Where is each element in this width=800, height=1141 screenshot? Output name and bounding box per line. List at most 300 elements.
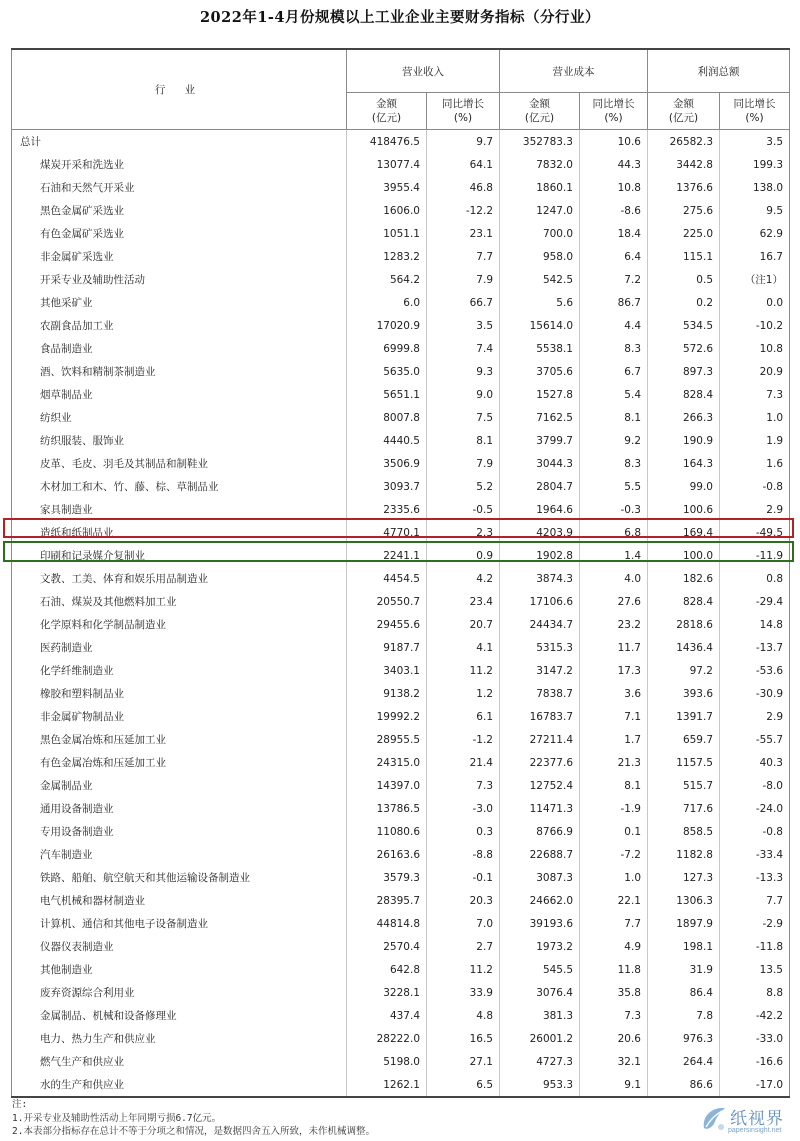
revenue-amount-cell: 6.0	[347, 291, 427, 314]
revenue-growth-cell: 7.7	[427, 245, 500, 268]
revenue-amount-cell: 3579.3	[347, 866, 427, 889]
revenue-amount-cell: 11080.6	[347, 820, 427, 843]
revenue-growth-cell: 4.1	[427, 636, 500, 659]
table-row	[12, 636, 790, 659]
revenue-growth-cell: 4.2	[427, 567, 500, 590]
revenue-amount-cell: 418476.5	[347, 130, 427, 154]
profit-growth-cell: 9.5	[720, 199, 790, 222]
profit-growth-cell: -0.8	[720, 475, 790, 498]
cost-amount-cell: 7838.7	[500, 682, 580, 705]
cost-amount-cell: 3076.4	[500, 981, 580, 1004]
cost-growth-cell: 6.4	[580, 245, 648, 268]
revenue-growth-cell: 9.3	[427, 360, 500, 383]
table-row	[12, 935, 790, 958]
growth-subheader: 同比增长 (%)	[427, 93, 500, 130]
cost-amount-cell: 24662.0	[500, 889, 580, 912]
industry-cell: 铁路、船舶、航空航天和其他运输设备制造业	[12, 866, 347, 889]
notes-heading: 注:	[12, 1099, 28, 1110]
profit-growth-cell: 14.8	[720, 613, 790, 636]
cost-growth-cell: 11.8	[580, 958, 648, 981]
revenue-amount-cell: 24315.0	[347, 751, 427, 774]
profit-amount-cell: 198.1	[648, 935, 720, 958]
profit-amount-cell: 897.3	[648, 360, 720, 383]
profit-amount-cell: 100.6	[648, 498, 720, 521]
cost-amount-cell: 11471.3	[500, 797, 580, 820]
logo-url: papersinsight.net	[728, 1127, 782, 1134]
cost-growth-cell: 4.0	[580, 567, 648, 590]
table-row	[12, 567, 790, 590]
cost-amount-cell: 5538.1	[500, 337, 580, 360]
profit-amount-cell: 264.4	[648, 1050, 720, 1073]
profit-amount-cell: 393.6	[648, 682, 720, 705]
cost-growth-cell: 44.3	[580, 153, 648, 176]
profit-amount-cell: 182.6	[648, 567, 720, 590]
profit-growth-cell: -11.8	[720, 935, 790, 958]
revenue-growth-cell: 0.3	[427, 820, 500, 843]
revenue-growth-cell: -8.8	[427, 843, 500, 866]
profit-growth-cell: 2.9	[720, 705, 790, 728]
cost-growth-cell: 8.3	[580, 337, 648, 360]
revenue-growth-cell: 7.9	[427, 268, 500, 291]
revenue-growth-cell: 23.1	[427, 222, 500, 245]
profit-growth-cell: 7.7	[720, 889, 790, 912]
note-line: 2.本表部分指标存在总计不等于分项之和情况，是数据四舍五入所致，未作机械调整。	[12, 1126, 375, 1137]
industry-cell: 水的生产和供应业	[12, 1073, 347, 1097]
profit-amount-cell: 1436.4	[648, 636, 720, 659]
table-row	[12, 337, 790, 360]
revenue-amount-cell: 28955.5	[347, 728, 427, 751]
cost-growth-cell: 18.4	[580, 222, 648, 245]
industry-cell: 化学纤维制造业	[12, 659, 347, 682]
revenue-growth-cell: 11.2	[427, 659, 500, 682]
revenue-growth-cell: 23.4	[427, 590, 500, 613]
cost-amount-cell: 7162.5	[500, 406, 580, 429]
table-row	[12, 1004, 790, 1027]
profit-amount-cell: 190.9	[648, 429, 720, 452]
industry-cell: 木材加工和木、竹、藤、棕、草制品业	[12, 475, 347, 498]
cost-amount-cell: 352783.3	[500, 130, 580, 154]
profit-amount-cell: 1391.7	[648, 705, 720, 728]
profit-amount-cell: 572.6	[648, 337, 720, 360]
revenue-growth-cell: 3.5	[427, 314, 500, 337]
profit-growth-cell: 2.9	[720, 498, 790, 521]
revenue-amount-cell: 44814.8	[347, 912, 427, 935]
profit-amount-cell: 659.7	[648, 728, 720, 751]
profit-amount-cell: 976.3	[648, 1027, 720, 1050]
cost-amount-cell: 8766.9	[500, 820, 580, 843]
table-row	[12, 383, 790, 406]
cost-growth-cell: 35.8	[580, 981, 648, 1004]
revenue-growth-cell: 2.3	[427, 521, 500, 544]
table-row	[12, 314, 790, 337]
revenue-growth-cell: 66.7	[427, 291, 500, 314]
revenue-growth-cell: 7.5	[427, 406, 500, 429]
table-row	[12, 199, 790, 222]
profit-growth-cell: 3.5	[720, 130, 790, 154]
cost-growth-cell: 7.1	[580, 705, 648, 728]
industry-cell: 仪器仪表制造业	[12, 935, 347, 958]
profit-growth-cell: 1.6	[720, 452, 790, 475]
cost-growth-cell: 4.9	[580, 935, 648, 958]
industry-cell: 石油、煤炭及其他燃料加工业	[12, 590, 347, 613]
cost-growth-cell: 1.4	[580, 544, 648, 567]
revenue-amount-cell: 6999.8	[347, 337, 427, 360]
cost-amount-cell: 12752.4	[500, 774, 580, 797]
revenue-amount-cell: 13077.4	[347, 153, 427, 176]
profit-amount-cell: 164.3	[648, 452, 720, 475]
profit-growth-cell: （注1）	[720, 268, 790, 291]
cost-amount-cell: 3087.3	[500, 866, 580, 889]
table-row	[12, 429, 790, 452]
table-row	[12, 774, 790, 797]
industry-cell: 印刷和记录媒介复制业	[12, 544, 347, 567]
revenue-amount-cell: 4454.5	[347, 567, 427, 590]
table-row	[12, 222, 790, 245]
profit-amount-cell: 0.5	[648, 268, 720, 291]
industry-cell: 通用设备制造业	[12, 797, 347, 820]
industry-cell: 电气机械和器材制造业	[12, 889, 347, 912]
profit-amount-cell: 717.6	[648, 797, 720, 820]
table-row	[12, 245, 790, 268]
cost-growth-cell: -0.3	[580, 498, 648, 521]
profit-growth-cell: -29.4	[720, 590, 790, 613]
cost-growth-cell: 0.1	[580, 820, 648, 843]
revenue-growth-cell: 6.1	[427, 705, 500, 728]
cost-growth-cell: 32.1	[580, 1050, 648, 1073]
industry-cell: 计算机、通信和其他电子设备制造业	[12, 912, 347, 935]
profit-growth-cell: 0.8	[720, 567, 790, 590]
financial-table	[11, 48, 790, 1098]
revenue-amount-cell: 8007.8	[347, 406, 427, 429]
profit-amount-cell: 225.0	[648, 222, 720, 245]
profit-amount-cell: 0.2	[648, 291, 720, 314]
watermark-logo	[700, 1102, 796, 1138]
cost-growth-cell: 6.8	[580, 521, 648, 544]
revenue-amount-cell: 2241.1	[347, 544, 427, 567]
industry-cell: 有色金属冶炼和压延加工业	[12, 751, 347, 774]
cost-growth-cell: 17.3	[580, 659, 648, 682]
industry-cell: 纺织业	[12, 406, 347, 429]
table-row	[12, 912, 790, 935]
profit-growth-cell: -10.2	[720, 314, 790, 337]
revenue-growth-cell: -0.1	[427, 866, 500, 889]
profit-amount-cell: 86.6	[648, 1073, 720, 1097]
profit-growth-cell: 138.0	[720, 176, 790, 199]
profit-growth-cell: 40.3	[720, 751, 790, 774]
revenue-amount-cell: 642.8	[347, 958, 427, 981]
revenue-growth-cell: 5.2	[427, 475, 500, 498]
industry-cell: 燃气生产和供应业	[12, 1050, 347, 1073]
revenue-growth-cell: 20.3	[427, 889, 500, 912]
profit-amount-cell: 86.4	[648, 981, 720, 1004]
industry-cell: 烟草制品业	[12, 383, 347, 406]
revenue-amount-cell: 9138.2	[347, 682, 427, 705]
table-row	[12, 981, 790, 1004]
revenue-growth-cell: -1.2	[427, 728, 500, 751]
revenue-amount-cell: 13786.5	[347, 797, 427, 820]
industry-cell: 医药制造业	[12, 636, 347, 659]
profit-growth-cell: -17.0	[720, 1073, 790, 1097]
revenue-growth-cell: 46.8	[427, 176, 500, 199]
cost-growth-cell: 8.1	[580, 774, 648, 797]
revenue-header: 营业收入	[347, 49, 500, 93]
cost-amount-cell: 1527.8	[500, 383, 580, 406]
industry-cell: 橡胶和塑料制品业	[12, 682, 347, 705]
cost-amount-cell: 3799.7	[500, 429, 580, 452]
table-row	[12, 1027, 790, 1050]
profit-amount-cell: 7.8	[648, 1004, 720, 1027]
amount-subheader: 金额 (亿元)	[648, 93, 720, 130]
industry-cell: 非金属矿物制品业	[12, 705, 347, 728]
table-row	[12, 1073, 790, 1097]
profit-growth-cell: 199.3	[720, 153, 790, 176]
profit-amount-cell: 275.6	[648, 199, 720, 222]
industry-cell: 农副食品加工业	[12, 314, 347, 337]
highlight-box-red	[3, 518, 794, 538]
profit-growth-cell: 62.9	[720, 222, 790, 245]
cost-amount-cell: 26001.2	[500, 1027, 580, 1050]
industry-cell: 造纸和纸制品业	[12, 521, 347, 544]
revenue-amount-cell: 1051.1	[347, 222, 427, 245]
revenue-amount-cell: 9187.7	[347, 636, 427, 659]
industry-cell: 有色金属矿采选业	[12, 222, 347, 245]
industry-cell: 石油和天然气开采业	[12, 176, 347, 199]
industry-cell: 家具制造业	[12, 498, 347, 521]
revenue-growth-cell: 21.4	[427, 751, 500, 774]
cost-growth-cell: 23.2	[580, 613, 648, 636]
profit-amount-cell: 115.1	[648, 245, 720, 268]
cost-header: 营业成本	[500, 49, 648, 93]
cost-growth-cell: 20.6	[580, 1027, 648, 1050]
industry-cell: 煤炭开采和洗选业	[12, 153, 347, 176]
industry-cell: 废弃资源综合利用业	[12, 981, 347, 1004]
profit-amount-cell: 858.5	[648, 820, 720, 843]
cost-growth-cell: -7.2	[580, 843, 648, 866]
revenue-growth-cell: 11.2	[427, 958, 500, 981]
profit-growth-cell: 0.0	[720, 291, 790, 314]
profit-amount-cell: 828.4	[648, 590, 720, 613]
profit-amount-cell: 26582.3	[648, 130, 720, 154]
cost-amount-cell: 3147.2	[500, 659, 580, 682]
cost-growth-cell: 22.1	[580, 889, 648, 912]
cost-amount-cell: 4727.3	[500, 1050, 580, 1073]
industry-cell: 电力、热力生产和供应业	[12, 1027, 347, 1050]
profit-amount-cell: 1897.9	[648, 912, 720, 935]
profit-amount-cell: 31.9	[648, 958, 720, 981]
cost-growth-cell: 8.1	[580, 406, 648, 429]
highlight-box-green	[3, 541, 794, 562]
cost-amount-cell: 1902.8	[500, 544, 580, 567]
footnotes	[12, 1098, 652, 1139]
revenue-amount-cell: 3506.9	[347, 452, 427, 475]
revenue-amount-cell: 5635.0	[347, 360, 427, 383]
industry-cell: 食品制造业	[12, 337, 347, 360]
cost-amount-cell: 27211.4	[500, 728, 580, 751]
profit-amount-cell: 515.7	[648, 774, 720, 797]
cost-amount-cell: 17106.6	[500, 590, 580, 613]
table-row	[12, 659, 790, 682]
industry-cell: 黑色金属矿采选业	[12, 199, 347, 222]
profit-amount-cell: 1376.6	[648, 176, 720, 199]
profit-amount-cell: 1306.3	[648, 889, 720, 912]
cost-amount-cell: 22688.7	[500, 843, 580, 866]
table-row	[12, 406, 790, 429]
cost-growth-cell: 6.7	[580, 360, 648, 383]
profit-growth-cell: -8.0	[720, 774, 790, 797]
revenue-amount-cell: 5651.1	[347, 383, 427, 406]
cost-amount-cell: 1860.1	[500, 176, 580, 199]
table-row	[12, 452, 790, 475]
cost-growth-cell: 21.3	[580, 751, 648, 774]
revenue-growth-cell: 20.7	[427, 613, 500, 636]
cost-growth-cell: 5.4	[580, 383, 648, 406]
revenue-growth-cell: 0.9	[427, 544, 500, 567]
revenue-growth-cell: -12.2	[427, 199, 500, 222]
profit-amount-cell: 1157.5	[648, 751, 720, 774]
revenue-growth-cell: 16.5	[427, 1027, 500, 1050]
growth-subheader: 同比增长 (%)	[580, 93, 648, 130]
cost-amount-cell: 953.3	[500, 1073, 580, 1097]
profit-amount-cell: 169.4	[648, 521, 720, 544]
profit-amount-cell: 534.5	[648, 314, 720, 337]
table-row	[12, 866, 790, 889]
cost-growth-cell: 3.6	[580, 682, 648, 705]
cost-growth-cell: 10.6	[580, 130, 648, 154]
cost-amount-cell: 7832.0	[500, 153, 580, 176]
profit-growth-cell: -49.5	[720, 521, 790, 544]
cost-growth-cell: 4.4	[580, 314, 648, 337]
revenue-amount-cell: 5198.0	[347, 1050, 427, 1073]
revenue-growth-cell: 27.1	[427, 1050, 500, 1073]
cost-growth-cell: 1.0	[580, 866, 648, 889]
revenue-growth-cell: 6.5	[427, 1073, 500, 1097]
profit-growth-cell: -13.7	[720, 636, 790, 659]
profit-amount-cell: 3442.8	[648, 153, 720, 176]
industry-cell: 酒、饮料和精制茶制造业	[12, 360, 347, 383]
cost-amount-cell: 3705.6	[500, 360, 580, 383]
cost-amount-cell: 5315.3	[500, 636, 580, 659]
revenue-growth-cell: 8.1	[427, 429, 500, 452]
cost-growth-cell: 7.2	[580, 268, 648, 291]
industry-cell: 金属制品、机械和设备修理业	[12, 1004, 347, 1027]
cost-amount-cell: 1247.0	[500, 199, 580, 222]
cost-growth-cell: 8.3	[580, 452, 648, 475]
revenue-amount-cell: 19992.2	[347, 705, 427, 728]
industry-cell: 专用设备制造业	[12, 820, 347, 843]
industry-cell: 其他制造业	[12, 958, 347, 981]
profit-amount-cell: 97.2	[648, 659, 720, 682]
cost-amount-cell: 700.0	[500, 222, 580, 245]
revenue-amount-cell: 4440.5	[347, 429, 427, 452]
cost-growth-cell: 7.7	[580, 912, 648, 935]
table-row	[12, 682, 790, 705]
table-row	[12, 958, 790, 981]
cost-growth-cell: 86.7	[580, 291, 648, 314]
revenue-amount-cell: 3403.1	[347, 659, 427, 682]
cost-amount-cell: 381.3	[500, 1004, 580, 1027]
cost-growth-cell: -1.9	[580, 797, 648, 820]
revenue-amount-cell: 28222.0	[347, 1027, 427, 1050]
table-row	[12, 360, 790, 383]
revenue-amount-cell: 14397.0	[347, 774, 427, 797]
profit-growth-cell: -42.2	[720, 1004, 790, 1027]
cost-growth-cell: -8.6	[580, 199, 648, 222]
cost-amount-cell: 542.5	[500, 268, 580, 291]
table-row	[12, 130, 790, 154]
revenue-amount-cell: 26163.6	[347, 843, 427, 866]
growth-subheader: 同比增长 (%)	[720, 93, 790, 130]
revenue-growth-cell: 2.7	[427, 935, 500, 958]
cost-amount-cell: 22377.6	[500, 751, 580, 774]
logo-text: 纸视界	[730, 1109, 784, 1129]
table-row	[12, 176, 790, 199]
cost-amount-cell: 1973.2	[500, 935, 580, 958]
profit-growth-cell: -2.9	[720, 912, 790, 935]
profit-growth-cell: -0.8	[720, 820, 790, 843]
revenue-growth-cell: 7.9	[427, 452, 500, 475]
cost-amount-cell: 2804.7	[500, 475, 580, 498]
revenue-growth-cell: 9.0	[427, 383, 500, 406]
revenue-amount-cell: 2570.4	[347, 935, 427, 958]
revenue-growth-cell: 4.8	[427, 1004, 500, 1027]
industry-cell: 黑色金属冶炼和压延加工业	[12, 728, 347, 751]
industry-cell: 皮革、毛皮、羽毛及其制品和制鞋业	[12, 452, 347, 475]
industry-cell: 总计	[12, 130, 347, 154]
revenue-growth-cell: 7.3	[427, 774, 500, 797]
profit-growth-cell: -55.7	[720, 728, 790, 751]
table-row	[12, 728, 790, 751]
cost-growth-cell: 10.8	[580, 176, 648, 199]
profit-amount-cell: 828.4	[648, 383, 720, 406]
revenue-growth-cell: -0.5	[427, 498, 500, 521]
revenue-growth-cell: 7.0	[427, 912, 500, 935]
cost-amount-cell: 15614.0	[500, 314, 580, 337]
industry-cell: 开采专业及辅助性活动	[12, 268, 347, 291]
profit-header: 利润总额	[648, 49, 790, 93]
profit-amount-cell: 99.0	[648, 475, 720, 498]
cost-growth-cell: 7.3	[580, 1004, 648, 1027]
leaf-swirl-icon	[700, 1104, 728, 1134]
revenue-amount-cell: 1283.2	[347, 245, 427, 268]
table-row	[12, 291, 790, 314]
revenue-growth-cell: 1.2	[427, 682, 500, 705]
cost-amount-cell: 1964.6	[500, 498, 580, 521]
table-row	[12, 843, 790, 866]
revenue-amount-cell: 3228.1	[347, 981, 427, 1004]
industry-cell: 文教、工美、体育和娱乐用品制造业	[12, 567, 347, 590]
revenue-amount-cell: 564.2	[347, 268, 427, 291]
profit-growth-cell: 13.5	[720, 958, 790, 981]
industry-cell: 汽车制造业	[12, 843, 347, 866]
profit-growth-cell: -53.6	[720, 659, 790, 682]
profit-growth-cell: -30.9	[720, 682, 790, 705]
cost-amount-cell: 5.6	[500, 291, 580, 314]
profit-growth-cell: -24.0	[720, 797, 790, 820]
revenue-amount-cell: 29455.6	[347, 613, 427, 636]
table-row	[12, 751, 790, 774]
cost-growth-cell: 27.6	[580, 590, 648, 613]
cost-amount-cell: 16783.7	[500, 705, 580, 728]
cost-amount-cell: 39193.6	[500, 912, 580, 935]
cost-growth-cell: 1.7	[580, 728, 648, 751]
profit-growth-cell: -33.0	[720, 1027, 790, 1050]
profit-amount-cell: 266.3	[648, 406, 720, 429]
profit-growth-cell: -13.3	[720, 866, 790, 889]
table-row	[12, 613, 790, 636]
cost-growth-cell: 9.2	[580, 429, 648, 452]
page-title: 2022年1-4月份规模以上工业企业主要财务指标（分行业）	[199, 9, 601, 26]
amount-subheader: 金额 (亿元)	[347, 93, 427, 130]
